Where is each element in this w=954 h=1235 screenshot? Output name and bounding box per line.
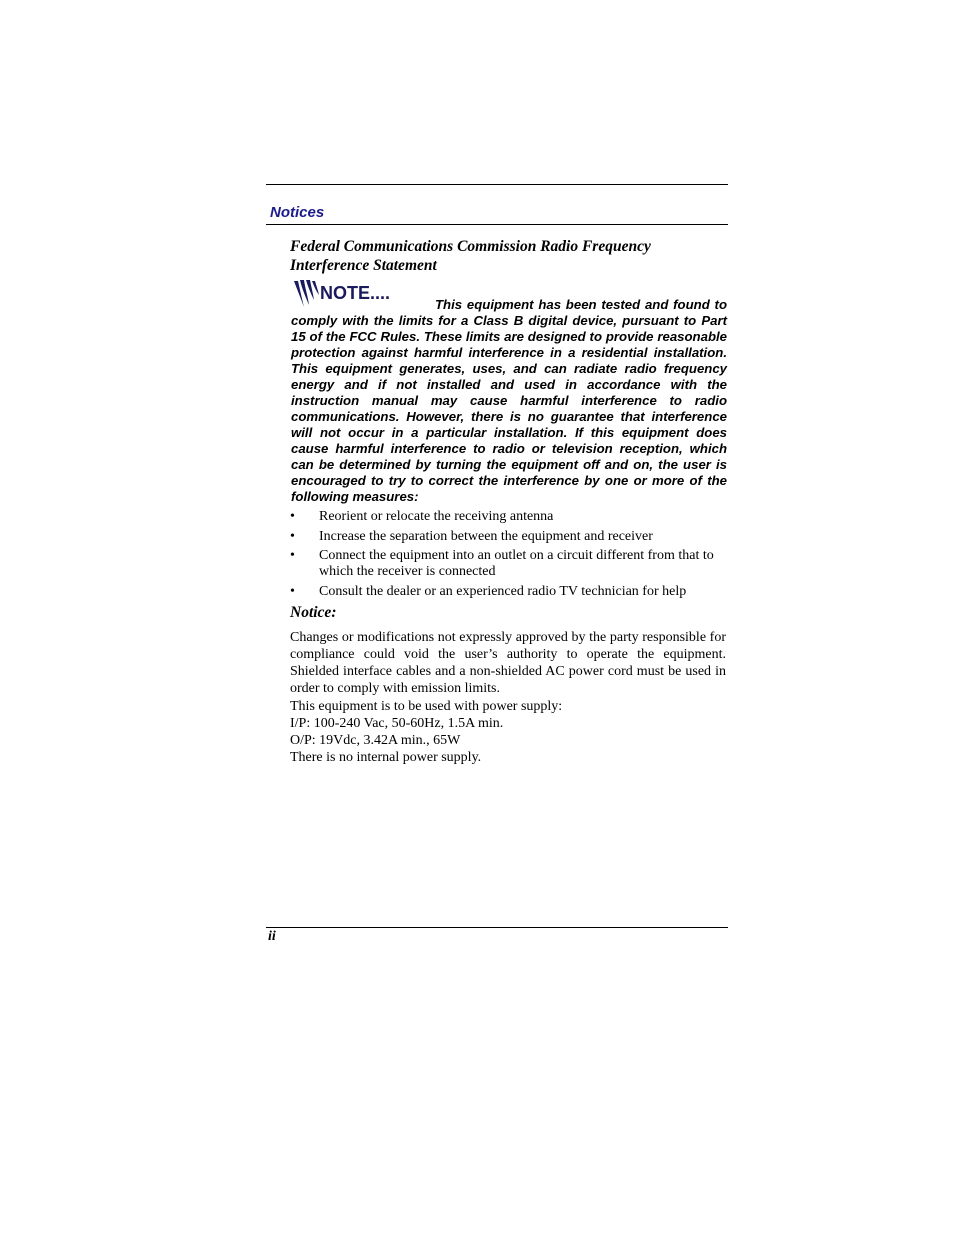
heading-divider — [266, 224, 728, 225]
notice-heading: Notice: — [290, 604, 337, 621]
measures-list — [290, 509, 730, 603]
note-text-content: This equipment has been tested and found to comply with the limits for a Class B digital device, pursuant to Part 15 of the FCC Rules. These limits are designed to provide reasonable protection against harmful interference in a residential installation. This equipment generates, uses, and can radiate radio frequency energy and if not installed and used in accordance with the instruction manual may cause harmful interference to radio communications. However, there is no guarantee that interference will not occur in a particular installation. If this equipment does cause harmful interference to radio or television reception, which can be determined by turning the equipment off and on, the user is encouraged to try to correct the interference by one or more of the following measures: — [291, 297, 727, 504]
bullet-icon: • — [290, 548, 295, 563]
power-internal: There is no internal power supply. — [290, 750, 482, 765]
bullet-icon: • — [290, 583, 295, 599]
list-item — [290, 509, 719, 525]
statement-title: Federal Communications Commission Radio Frequency Interference Statement — [290, 238, 651, 274]
list-item — [290, 548, 719, 580]
notice-paragraph: Changes or modifications not expressly approved by the party responsible for compliance could void the user’s authority to operate the equipment. Shielded interface cables and a non-shielded AC power cord must be used in order to comply with emission limits. — [290, 630, 726, 696]
top-divider — [266, 184, 728, 185]
page-number: ii — [268, 929, 276, 944]
power-supply-info — [290, 698, 726, 766]
list-item-text: Connect the equipment into an outlet on a circuit different from that to which the receiver is connected — [319, 548, 714, 579]
power-input: I/P: 100-240 Vac, 50-60Hz, 1.5A min. — [290, 716, 504, 731]
footer-divider — [266, 927, 728, 928]
note-logo-text: NOTE.... — [320, 283, 391, 303]
power-intro: This equipment is to be used with power supply: — [290, 699, 563, 714]
note-text-indent — [291, 297, 435, 311]
bullet-icon: • — [290, 509, 295, 524]
list-item-text: Reorient or relocate the receiving antenna — [319, 509, 554, 524]
bullet-icon: • — [290, 528, 295, 544]
note-text — [291, 297, 727, 505]
section-title: Notices — [270, 204, 325, 221]
power-output: O/P: 19Vdc, 3.42A min., 65W — [290, 733, 461, 748]
list-item-text: Consult the dealer or an experienced radio TV technician for help — [319, 583, 687, 599]
list-item — [290, 584, 719, 600]
list-item-text: Increase the separation between the equipment and receiver — [319, 528, 653, 544]
list-item — [290, 529, 719, 545]
